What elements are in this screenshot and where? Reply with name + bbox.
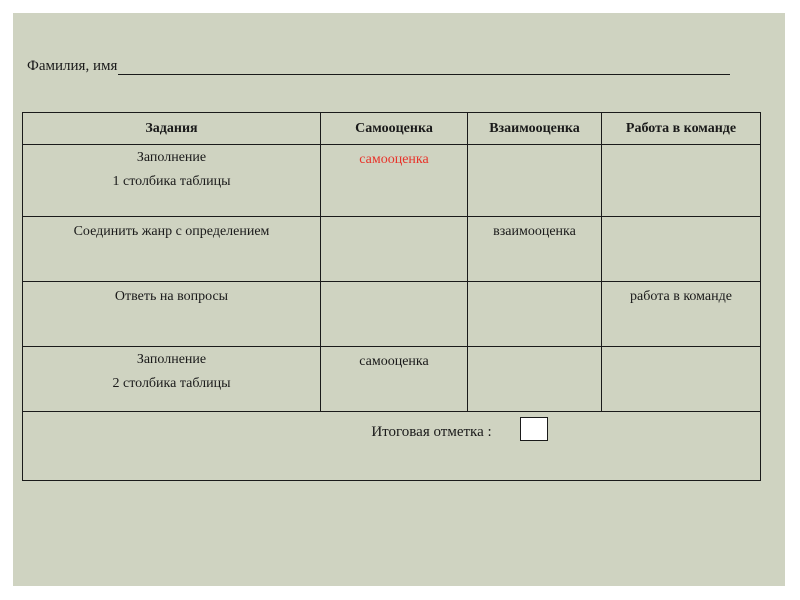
self-assessment-cell[interactable] bbox=[321, 347, 468, 412]
peer-assessment-text bbox=[468, 282, 601, 288]
teamwork-cell[interactable] bbox=[602, 217, 761, 282]
final-grade-cell bbox=[23, 412, 761, 481]
self-assessment-cell[interactable] bbox=[321, 217, 468, 282]
column-header-peer-assessment: Взаимооценка bbox=[468, 113, 602, 145]
task-cell bbox=[23, 145, 321, 217]
task-text-line2: 1 столбика таблицы bbox=[112, 174, 231, 189]
final-grade-box[interactable] bbox=[520, 417, 548, 441]
peer-assessment-cell[interactable] bbox=[468, 282, 602, 347]
final-grade-label: Итоговая отметка : bbox=[371, 424, 492, 440]
peer-assessment-text: взаимооценка bbox=[493, 224, 576, 239]
peer-assessment-text bbox=[468, 145, 601, 151]
final-grade-row bbox=[23, 412, 761, 481]
self-assessment-text: самооценка bbox=[359, 354, 429, 369]
column-header-teamwork: Работа в команде bbox=[602, 113, 761, 145]
name-underline[interactable] bbox=[118, 59, 730, 75]
name-label: Фамилия, имя bbox=[27, 58, 118, 74]
teamwork-cell[interactable] bbox=[602, 347, 761, 412]
worksheet-slide bbox=[13, 13, 785, 586]
table-row bbox=[23, 347, 761, 412]
peer-assessment-cell[interactable] bbox=[468, 145, 602, 217]
task-cell bbox=[23, 282, 321, 347]
task-text-line1: Ответь на вопросы bbox=[114, 289, 229, 304]
table-row bbox=[23, 145, 761, 217]
task-text-line2: 2 столбика таблицы bbox=[112, 376, 231, 391]
teamwork-cell[interactable] bbox=[602, 282, 761, 347]
self-assessment-text bbox=[321, 282, 467, 288]
table-row bbox=[23, 282, 761, 347]
table-row bbox=[23, 217, 761, 282]
task-cell bbox=[23, 347, 321, 412]
assessment-table bbox=[22, 112, 761, 481]
teamwork-text bbox=[602, 347, 760, 353]
task-cell bbox=[23, 217, 321, 282]
peer-assessment-cell[interactable] bbox=[468, 347, 602, 412]
peer-assessment-cell[interactable] bbox=[468, 217, 602, 282]
teamwork-cell[interactable] bbox=[602, 145, 761, 217]
table-header-row bbox=[23, 113, 761, 145]
peer-assessment-text bbox=[468, 347, 601, 353]
self-assessment-cell[interactable] bbox=[321, 282, 468, 347]
self-assessment-text: самооценка bbox=[359, 152, 429, 167]
task-text-line1: Заполнение bbox=[136, 150, 207, 165]
column-header-tasks: Задания bbox=[23, 113, 321, 145]
task-text-line1: Соединить жанр с определением bbox=[73, 224, 270, 239]
self-assessment-cell[interactable] bbox=[321, 145, 468, 217]
teamwork-text: работа в команде bbox=[630, 289, 732, 304]
name-field-row bbox=[27, 58, 730, 75]
teamwork-text bbox=[602, 145, 760, 151]
task-text-line1: Заполнение bbox=[136, 352, 207, 367]
teamwork-text bbox=[602, 217, 760, 223]
column-header-self-assessment: Самооценка bbox=[321, 113, 468, 145]
self-assessment-text bbox=[321, 217, 467, 223]
